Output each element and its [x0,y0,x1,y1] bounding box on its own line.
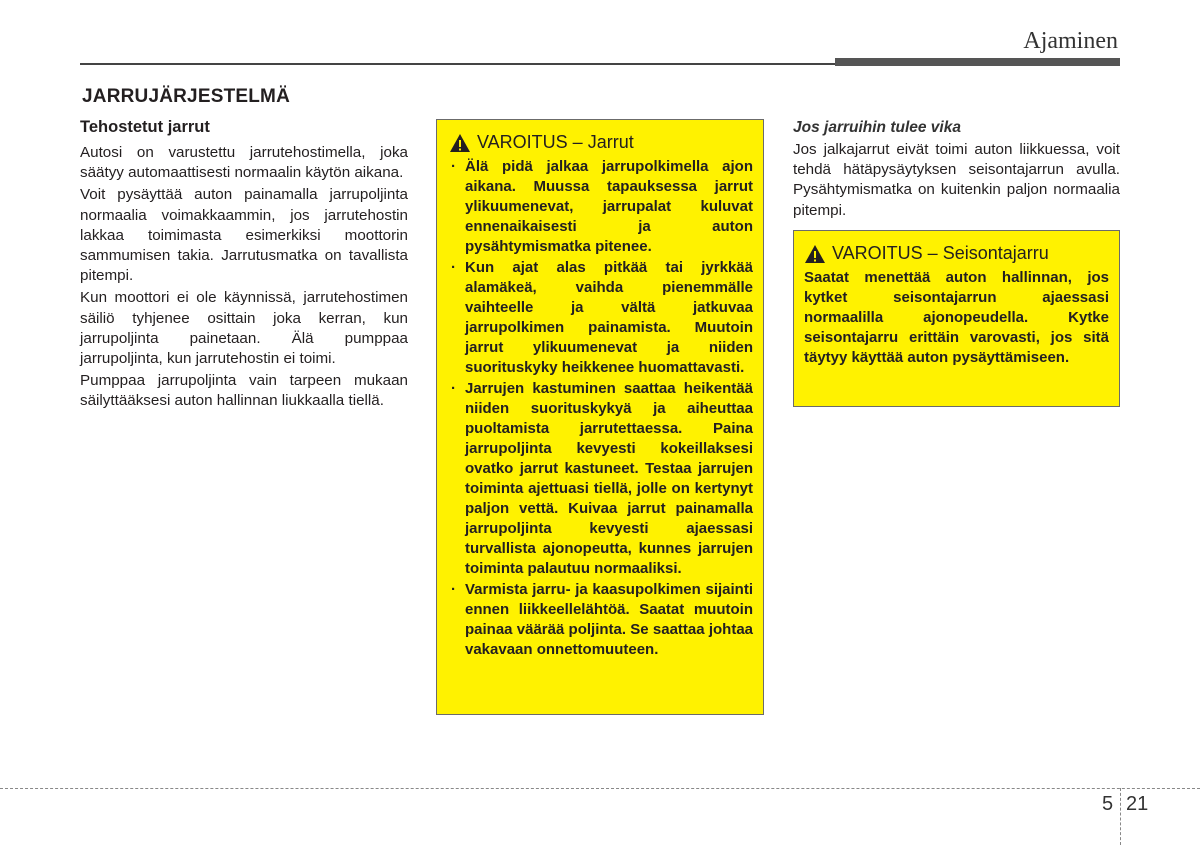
paragraph: Voit pysäyttää auton painamalla jarrupoljinta normaalia voimakkaammin, jos jarrutehostin lakkaa toimimasta esimerkiksi moottorin sammumisen takia. Jarrutusmatka on tavallista pitempi. [80,186,408,285]
warning-text: Saatat menettää auton hallinnan, jos kytket seisontajarrun ajaessasi normaalilla ajonopeudella. Kytke seisontajarru erittäin varovasti, jos sitä täytyy käyttää auton pysäyttämiseen. [804,269,1109,366]
footer-divider [1120,788,1121,845]
header-rule-thin [80,63,835,65]
warning-header [449,132,753,153]
left-column [80,118,408,414]
header-rule-thick [835,58,1120,66]
warning-box-parking-brake [793,230,1120,407]
paragraph: Autosi on varustettu jarrutehostimella, joka säätyy automaattisesti normaalin käytön aikana. [80,144,408,182]
warning-item: · Älä pidä jalkaa jarrupolkimella ajon aikana. Muussa tapauksessa jarrut ylikuumenevat, jarrupalat kuluvat ennenaikaisesti ja auton pysähtymismatka pitenee. [449,157,753,257]
subsection-title: Jos jarruihin tulee vika [793,119,961,136]
right-column [793,119,1120,223]
paragraph: Kun moottori ei ole käynnissä, jarrutehostimen säiliö tyhjenee osittain joka kerran, kun jarrupoljinta painetaan. Älä pumppaa jarrupoljinta, kun jarrutehostin ei toimi. [80,289,408,368]
subsection-title: Tehostetut jarrut [80,118,210,136]
warning-item: · Varmista jarru- ja kaasupolkimen sijainti ennen liikkeellelähtöä. Saatat muutoin painaa väärää poljinta. Se saattaa johtaa vakavaan onnettomuuteen. [449,580,753,660]
warning-item: · Jarrujen kastuminen saattaa heikentää niiden suorituskykyä ja aiheuttaa puoltamista jarrutettaessa. Paina jarrupoljinta kevyesti kokeillaksesi ovatko jarrut kastuneet. Testaa jarrujen toiminta ajettuasi tiellä, jolle on kertynyt paljon vettä. Kuivaa jarrut painamalla jarrupoljinta kevyesti ajaessasi turvallista ajonopeutta, kunnes jarrujen toiminta palautuu normaaliksi. [449,379,753,579]
page-number: 21 [1126,793,1149,815]
warning-title: VAROITUS – Jarrut [477,132,634,152]
paragraph: Jos jalkajarrut eivät toimi auton liikkuessa, voit tehdä hätäpysäytyksen seisontajarrun avulla. Pysähtymismatka on kuitenkin paljon normaalia pitempi. [793,141,1120,219]
warning-triangle-icon [449,133,471,153]
warning-title: VAROITUS – Seisontajarru [832,243,1049,263]
warning-item: · Kun ajat alas pitkää tai jyrkkää alamäkeä, vaihda pienemmälle vaihteelle ja vältä jatkuvaa jarrupolkimen painamista. Muutoin jarrut ylikuumenevat ja niiden suorituskyky heikkenee huomattavasti. [449,258,753,378]
section-title: JARRUJÄRJESTELMÄ [82,86,291,107]
chapter-number: 5 [1102,793,1114,815]
footer-rule [0,788,1200,789]
warning-list [449,157,753,660]
paragraph: Pumppaa jarrupoljinta vain tarpeen mukaan säilyttääksesi auton hallinnan liukkaalla tiellä. [80,372,408,410]
warning-header [804,243,1109,264]
warning-triangle-icon [804,244,826,264]
running-header: Ajaminen [1023,28,1118,54]
warning-box-brakes [436,119,764,715]
